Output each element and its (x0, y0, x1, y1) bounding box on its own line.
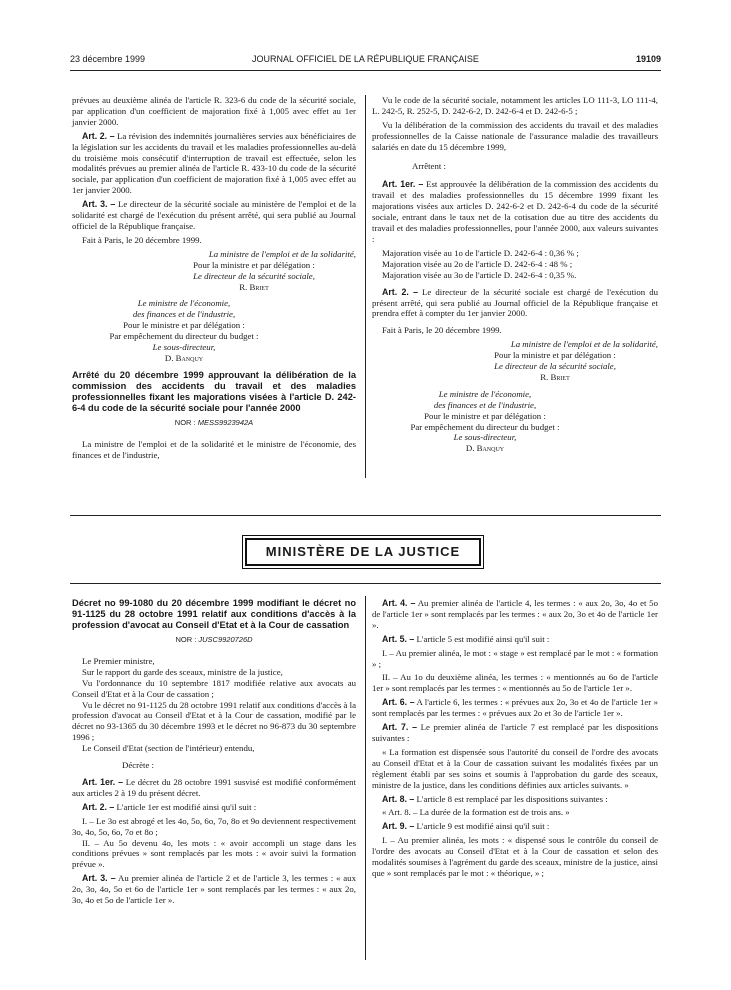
article-text: Au premier alinéa de l'article 2 et de l'article 3, les termes : « aux 2o, 3o, 4o, 5o et 6o de l'article 1er » sont remplacés par les termes : « aux 2o, 3o, 4o et 5o de l'article 1er ». (72, 873, 356, 906)
majoration-list (372, 248, 658, 281)
column-divider (365, 95, 366, 478)
nor-code: JUSC9920726D (198, 635, 253, 644)
vu-paragraph: Vu le code de la sécurité sociale, notamment les articles LO 111-3, LO 111-4, L. 242-5, R. 252-5, D. 242-6-2, D. 242-6-4 et D. 242-6-5 ; (372, 95, 658, 116)
article-item: I. – Le 3o est abrogé et les 4o, 5o, 6o, 7o, 8o et 9o deviennent respectivement 3o, 4o, 5o, 6o, 7o et 8o ; (72, 815, 356, 837)
article-text: Le directeur de la sécurité sociale est chargé de l'exécution du présent arrêté, qui sera publié au Journal officiel de la République française et prendra effet à compter du 1er janvier 2000. (372, 286, 658, 319)
list-item: Majoration visée au 1o de l'article D. 242-6-4 : 0,36 % ; (382, 247, 579, 258)
vu-paragraph: Vu la délibération de la commission des accidents du travail et des maladies professionnelles de la Caisse nationale de l'assurance maladie des travailleurs salariés en date du 15 décembre 1999, (372, 119, 658, 152)
paragraph: Le Premier ministre, (82, 655, 155, 666)
nor-label: NOR : (174, 417, 198, 427)
nor-reference (72, 635, 356, 646)
article-7 (372, 722, 658, 744)
vu-paragraph: Vu le décret no 91-1125 du 28 octobre 1991 relatif aux conditions d'accès à la profession d'avocat au Conseil d'Etat et à la Cour de cassation, modifié par le décret no 93-1365 du 30 décembre 1993 et le décret no 96-873 du 30 septembre 1996 ; (72, 699, 356, 743)
article-label: Art. 1er. – (82, 776, 124, 787)
quoted-provision: « La formation est dispensée sous l'autorité du conseil de l'ordre des avocats au Conseil d'Etat et à la Cour de cassation suivant les modalités fixées par un règlement établi par ses soins et soumis à l'approbation du garde des sceaux, ministre de la justice, dans les conditions définies aux articles suivants. » (372, 746, 658, 790)
header-date: 23 décembre 1999 (70, 54, 146, 64)
signatory-title: Le ministre de l'économie, (137, 298, 231, 309)
header-journal-title: JOURNAL OFFICIEL DE LA RÉPUBLIQUE FRANÇAISE (252, 54, 479, 64)
decret-title: Décret no 99-1080 du 20 décembre 1999 modifiant le décret no 91-1125 du 28 octobre 1991 relatif aux conditions d'accès à la profession d'avocat au Conseil d'Etat et à la Cour de cassation (72, 598, 356, 630)
fait-a-paris: Fait à Paris, le 20 décembre 1999. (82, 234, 202, 245)
article-text: L'article 1er est modifié ainsi qu'il suit : (114, 801, 257, 812)
page-header (70, 54, 661, 68)
list-item: Majoration visée au 3o de l'article D. 242-6-4 : 0,35 %. (382, 269, 577, 280)
signatory-delegation: Pour la ministre et par délégation : (193, 259, 315, 270)
article-text: L'article 9 est modifié ainsi qu'il suit : (414, 821, 550, 832)
signatory-title: des finances et de l'industrie, (132, 309, 236, 320)
signatory-delegation: Par empêchement du directeur du budget : (410, 421, 560, 432)
article-6 (372, 697, 658, 719)
signatory-role: Le directeur de la sécurité sociale, (494, 361, 616, 372)
article-1 (72, 777, 356, 799)
signature-block-2 (372, 389, 658, 454)
article-label: Art. 1er. – (382, 179, 424, 190)
signatory-name: R. Briet (540, 371, 570, 382)
article-text: Le directeur de la sécurité sociale au ministère de l'emploi et de la solidarité est chargé de l'exécution du présent arrêté, qui sera publié au Journal officiel de la République française. (72, 199, 356, 231)
column-divider (365, 596, 366, 960)
signature-block-1 (72, 249, 356, 293)
paragraph: Le Conseil d'Etat (section de l'intérieur) entendu, (82, 743, 255, 754)
signatory-delegation: Pour le ministre et par délégation : (123, 320, 245, 331)
nor-label: NOR : (175, 635, 199, 644)
article-2 (72, 802, 356, 813)
article-label: Art. 9. – (382, 821, 415, 832)
top-right-column (372, 95, 658, 454)
article-3 (72, 199, 356, 232)
article-8 (372, 794, 658, 805)
header-rule (70, 70, 661, 71)
article-4 (372, 598, 658, 631)
article-item: II. – Au 1o du deuxième alinéa, les termes : « mentionnés au 6o de l'article 1er » sont remplacés par les termes : « mentionnés au 5o de l'article 1er ». (372, 672, 658, 694)
article-text: Est approuvée la délibération de la commission des accidents du travail et des maladies professionnelles du 15 décembre 1999 fixant les majorations visées aux articles D. 242-6-2 et D. 242-6-4 du code de la sécurité sociale, entrant dans le taux net de la cotisation due au titre des accidents du travail et des maladies professionnelles, pour l'année 2000, aux valeurs suivantes : (372, 179, 658, 244)
signatory-title: Le ministre de l'économie, (438, 388, 532, 399)
article-label: Art. 2. – (82, 130, 115, 141)
article-5 (372, 634, 658, 645)
article-text: Le premier alinéa de l'article 7 est remplacé par les dispositions suivantes : (372, 722, 658, 743)
article-3 (72, 873, 356, 906)
paragraph: prévues au deuxième alinéa de l'article R. 323-6 du code de la sécurité sociale, par application d'un coefficient de majoration fixé à 1,005 avec effet au 1er janvier 2000. (72, 95, 356, 127)
paragraph: La ministre de l'emploi et de la solidarité et le ministre de l'économie, des finances et de l'industrie, (72, 438, 356, 460)
article-item: II. – Au 5o devenu 4o, les mots : « avoir accompli un stage dans les conditions prévues » sont remplacés par les mots : « avoir suivi la formation prévue ». (72, 837, 356, 870)
nor-code: MESS9923942A (197, 417, 254, 427)
signature-block-1 (372, 339, 658, 383)
signatory-name: D. Banquy (164, 352, 204, 363)
signatory-title: La ministre de l'emploi et de la solidarité, (208, 248, 356, 259)
signature-block-2 (72, 298, 356, 363)
article-text: L'article 8 est remplacé par les dispositions suivantes : (414, 793, 608, 804)
article-item: I. – Au premier alinéa, le mot : « stage » est remplacé par le mot : « formation » ; (372, 647, 658, 669)
article-2 (372, 287, 658, 320)
signatory-role: Le sous-directeur, (453, 432, 517, 443)
signatory-name: D. Banquy (465, 443, 505, 454)
ministry-heading: MINISTÈRE DE LA JUSTICE (245, 538, 481, 566)
article-label: Art. 5. – (382, 633, 415, 644)
signatory-title: des finances et de l'industrie, (433, 399, 537, 410)
article-text: Le décret du 28 octobre 1991 susvisé est modifié conformément aux articles 2 à 19 du présent décret. (72, 776, 356, 798)
nor-reference (72, 418, 356, 429)
fait-a-paris: Fait à Paris, le 20 décembre 1999. (382, 325, 502, 336)
article-label: Art. 8. – (382, 793, 415, 804)
paragraph: Sur le rapport du garde des sceaux, ministre de la justice, (82, 666, 283, 677)
bottom-right-column (372, 598, 658, 882)
article-text: A l'article 6, les termes : « prévues aux 2o, 3o et 4o de l'article 1er » sont remplacés par les termes : « prévues aux 2o et 3o de l'article 1er ». (372, 697, 658, 719)
article-text: Au premier alinéa de l'article 4, les termes : « aux 2o, 3o, 4o et 5o de l'article 1er » sont remplacés par les termes : « aux 2o, 3o et 4o de l'article 1er ». (372, 598, 658, 630)
article-label: Art. 2. – (382, 286, 418, 297)
bottom-left-column (72, 598, 356, 909)
article-2 (72, 131, 356, 196)
decrete: Décrète : (122, 760, 154, 771)
list-item: Majoration visée au 2o de l'article D. 242-6-4 : 48 % ; (382, 258, 573, 269)
signatory-role: Le directeur de la sécurité sociale, (193, 270, 315, 281)
signatory-role: Le sous-directeur, (152, 342, 216, 353)
signatory-delegation: Pour le ministre et par délégation : (424, 410, 546, 421)
header-page-number: 19109 (635, 54, 661, 64)
article-text: La révision des indemnités journalières servies aux bénéficiaires de la législation sur les accidents du travail et les maladies professionnelles au-delà du troisième mois consécutif d'interruption de travail est effectuée, selon les modalités prévues au premier alinéa de l'article R. 433-10 du code de la sécurité sociale, par application d'un coefficient de majoration fixé à 1,005 avec effet au 1er janvier 2000. (72, 130, 356, 196)
vu-paragraph: Vu l'ordonnance du 10 septembre 1817 modifiée relative aux avocats au Conseil d'Etat et à la Cour de cassation ; (72, 677, 356, 699)
article-label: Art. 2. – (82, 801, 115, 812)
section-rule (70, 515, 661, 516)
signatory-delegation: Par empêchement du directeur du budget : (109, 331, 259, 342)
section-rule (70, 583, 661, 584)
article-label: Art. 4. – (382, 598, 416, 608)
quoted-provision: « Art. 8. – La durée de la formation est de trois ans. » (382, 807, 570, 818)
article-label: Art. 3. – (82, 199, 116, 210)
article-item: I. – Au premier alinéa, les mots : « dispensé sous le contrôle du conseil de l'ordre des avocats au Conseil d'Etat et à la Cour de cassation et selon des modalités soumises à l'agrément du garde des sceaux, ministre de la justice, ainsi que » sont remplacés par le mot : « théorique, » ; (372, 835, 658, 878)
signatory-delegation: Pour la ministre et par délégation : (494, 350, 616, 361)
arretent: Arrêtent : (412, 160, 446, 171)
article-9 (372, 821, 658, 832)
arrete-title: Arrêté du 20 décembre 1999 approuvant la délibération de la commission des accidents du travail et des maladies professionnelles fixant les majorations visées à l'article D. 242-6-4 du code de la sécurité sociale pour l'année 2000 (72, 369, 356, 413)
article-label: Art. 6. – (382, 697, 415, 708)
article-label: Art. 3. – (82, 873, 116, 884)
top-left-column (72, 95, 356, 464)
article-1 (372, 179, 658, 244)
signatory-name: R. Briet (239, 281, 269, 292)
article-label: Art. 7. – (382, 722, 418, 733)
article-text: L'article 5 est modifié ainsi qu'il suit : (414, 633, 550, 644)
signatory-title: La ministre de l'emploi et de la solidarité, (510, 339, 658, 350)
